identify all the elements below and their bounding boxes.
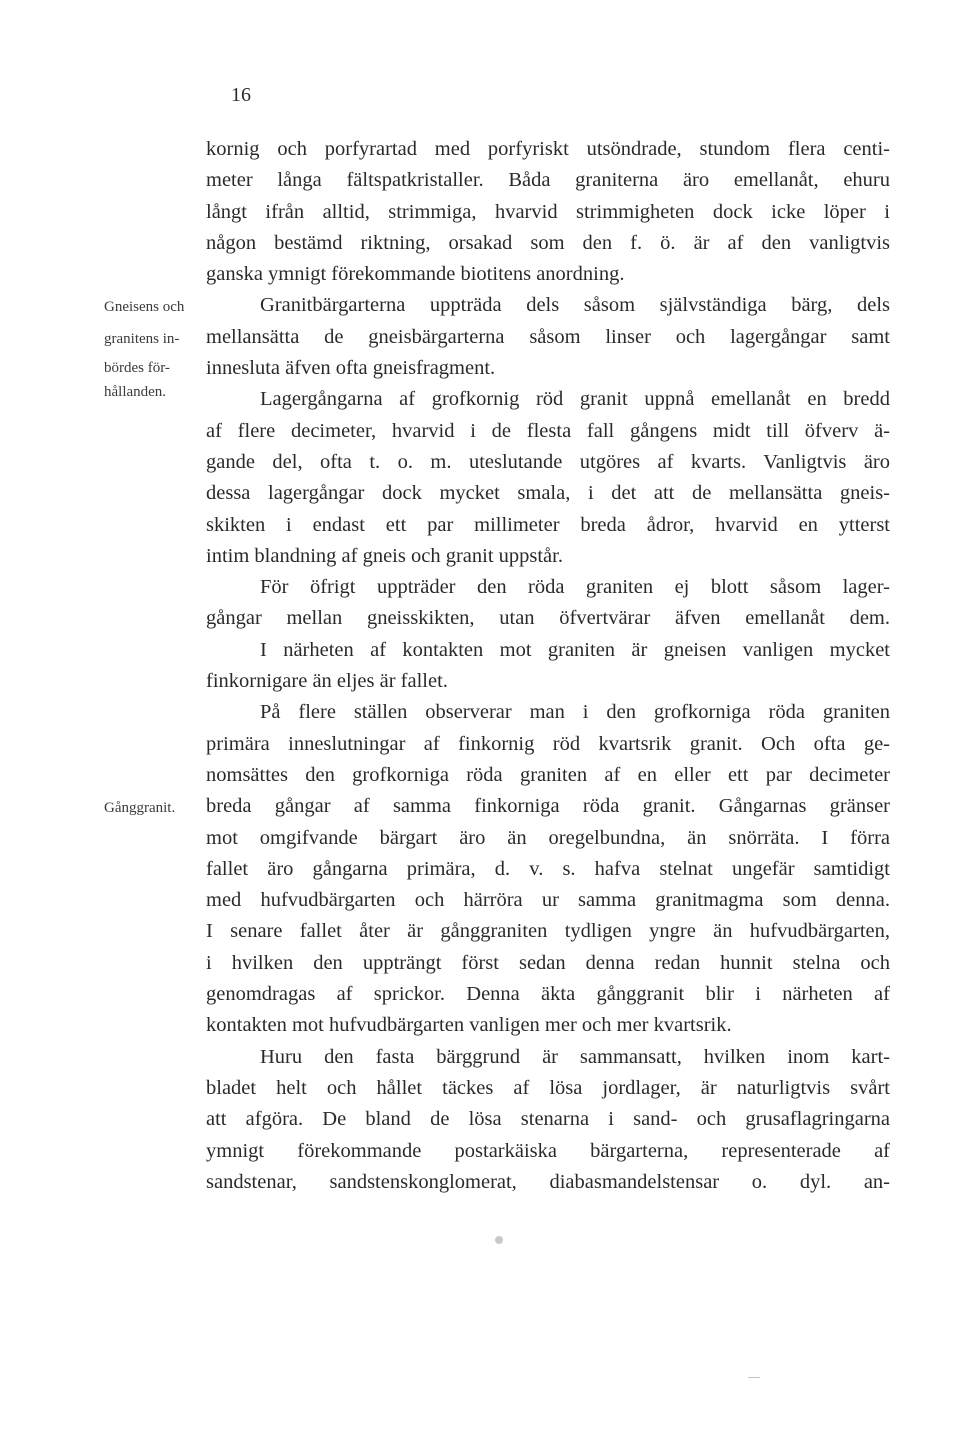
body-text — [206, 134, 890, 1198]
text-line: kontakten mot hufvudbärgarten vanligen mer och mer kvartsrik. — [206, 1014, 732, 1037]
margin-note-line: Gånggranit. — [104, 800, 176, 816]
text-line: skikten i endast ett par millimeter breda ådror, hvarvid en ytterst — [206, 513, 890, 536]
text-line: intim blandning af gneis och granit uppstår. — [206, 544, 563, 567]
text-line: långt ifrån alltid, strimmiga, hvarvid strimmigheten dock icke löper i — [206, 200, 890, 223]
margin-note-gneiss-granite-relations — [104, 292, 184, 403]
text-line: gångar mellan gneisskikten, utan öfvertvärar äfven emellanåt dem. — [206, 607, 890, 630]
text-line: Lagergångarna af grofkornig röd granit uppnå emellanåt en bredd — [260, 388, 890, 411]
paper-speck — [748, 1377, 760, 1378]
text-line: innesluta äfven ofta gneisfragment. — [206, 357, 496, 380]
text-line: genomdragas af sprickor. Denna äkta gånggranit blir i närheten af — [206, 983, 890, 1006]
text-line: mot omgifvande bärgart äro än oregelbundna, än snörräta. I förra — [206, 826, 890, 849]
margin-note-line: bördes för- — [104, 360, 170, 376]
text-line: någon bestämd riktning, orsakad som den f. ö. är af den vanligtvis — [206, 231, 890, 254]
text-line: att afgöra. De bland de lösa stenarna i sand- och grusaflagringarna — [206, 1108, 890, 1131]
text-line: breda gångar af samma finkorniga röda granit. Gångarnas gränser — [206, 795, 890, 818]
text-line: mellansätta de gneisbärgarterna såsom linser och lagergångar samt — [206, 325, 890, 348]
text-line: För öfrigt uppträder den röda graniten ej blott såsom lager- — [260, 576, 890, 599]
text-line: fallet äro gångarna primära, d. v. s. hafva stelnat ungefär samtidigt — [206, 857, 890, 880]
text-line: bladet helt och hållet täckes af lösa jordlager, är naturligtvis svårt — [206, 1076, 890, 1099]
text-line: af flere decimeter, hvarvid i de flesta fall gångens midt till öfverv ä- — [206, 419, 890, 442]
text-line: dessa lagergångar dock mycket smala, i det att de mellansätta gneis- — [206, 482, 890, 505]
margin-note-line: Gneisens och — [104, 299, 185, 315]
text-line: Huru den fasta bärggrund är sammansatt, hvilken inom kart- — [260, 1045, 890, 1068]
text-line: primära inneslutningar af finkornig röd kvartsrik granit. Och ofta ge- — [206, 732, 890, 755]
text-line: finkornigare än eljes är fallet. — [206, 670, 448, 693]
text-line: gande del, ofta t. o. m. uteslutande utgöres af kvarts. Vanligtvis äro — [206, 450, 890, 473]
margin-note-line: hållanden. — [104, 384, 167, 400]
paper-speck — [495, 1236, 503, 1244]
text-line: meter långa fältspatkristaller. Båda graniterna äro emellanåt, ehuru — [206, 169, 890, 192]
text-line: i hvilken den uppträngt först sedan denna redan hunnit stelna och — [206, 951, 890, 974]
text-line: med hufvudbärgarten och härröra ur samma granitmagma som denna. — [206, 889, 890, 912]
text-line: På flere ställen observerar man i den grofkorniga röda graniten — [260, 701, 890, 724]
margin-note-ganggranit — [104, 793, 175, 825]
text-line: Granitbärgarterna uppträda dels såsom självständiga bärg, dels — [260, 294, 890, 317]
text-line: ymnigt förekommande postarkäiska bärgarterna, representerade af — [206, 1139, 890, 1162]
margin-note-line: granitens in- — [104, 330, 180, 347]
text-line: I senare fallet åter är gånggraniten tydligen yngre än hufvudbärgarten, — [206, 920, 890, 943]
text-line: nomsättes den grofkorniga röda graniten af en eller ett par decimeter — [206, 763, 890, 786]
text-line: sandstenar, sandstenskonglomerat, diabasmandelstensar o. dyl. an- — [206, 1170, 890, 1193]
text-line: kornig och porfyrartad med porfyriskt utsöndrade, stundom flera centi- — [206, 138, 890, 160]
page-number: 16 — [231, 84, 251, 106]
text-line: I närheten af kontakten mot graniten är gneisen vanligen mycket — [260, 638, 890, 661]
text-line: ganska ymnigt förekommande biotitens anordning. — [206, 263, 625, 286]
